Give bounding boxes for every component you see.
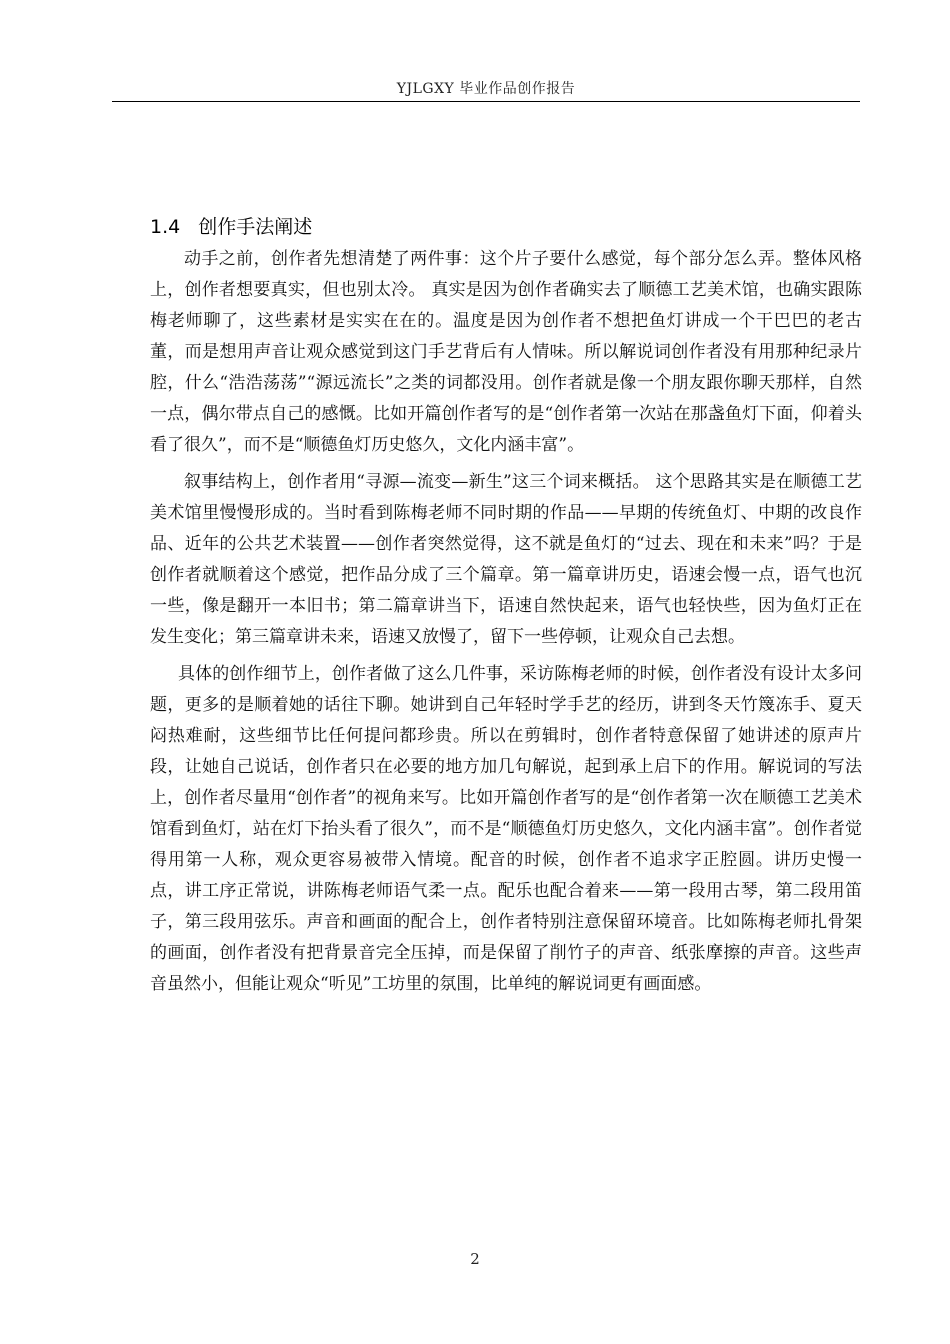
paragraph: 叙事结构上，创作者用“寻源—流变—新生”这三个词来概括。 这个思路其实是在顺德工艺美术馆里慢慢形成的。当时看到陈梅老师不同时期的作品——早期的传统鱼灯、中期的改良作品、近年的公共艺术装置——创作者突然觉得，这不就是鱼灯的“过去、现在和未来”吗？于是创作者就顺着这个感觉，把作品分成了三个篇章。第一篇章讲历史，语速会慢一点，语气也沉一些，像是翻开一本旧书；第二篇章讲当下，语速自然快起来，语气也轻快些，因为鱼灯正在发生变化；第三篇章讲未来，语速又放慢了，留下一些停顿，让观众自己去想。: [150, 472, 862, 647]
page-header: YJLGXY 毕业作品创作报告: [396, 81, 576, 97]
section-number: 1.4: [150, 216, 181, 238]
header-divider: [112, 101, 860, 102]
page-number: 2: [470, 1250, 480, 1268]
section-heading: [150, 212, 312, 239]
body-text: [150, 244, 862, 1006]
paragraph: 动手之前，创作者先想清楚了两件事：这个片子要什么感觉，每个部分怎么弄。整体风格上，创作者想要真实，但也别太冷。 真实是因为创作者确实去了顺德工艺美术馆，也确实跟陈梅老师聊了，这些素材是实实在在的。温度是因为创作者不想把鱼灯讲成一个干巴巴的老古董，而是想用声音让观众感觉到这门手艺背后有人情味。所以解说词创作者没有用那种纪录片腔，什么“浩浩荡荡”“源远流长”之类的词都没用。创作者就是像一个朋友跟你聊天那样，自然一点，偶尔带点自己的感慨。比如开篇创作者写的是“创作者第一次站在那盏鱼灯下面，仰着头看了很久”，而不是“顺德鱼灯历史悠久，文化内涵丰富”。: [150, 249, 862, 455]
paragraph: 具体的创作细节上，创作者做了这么几件事，采访陈梅老师的时候，创作者没有设计太多问题，更多的是顺着她的话往下聊。她讲到自己年轻时学手艺的经历，讲到冬天竹篾冻手、夏天闷热难耐，这些细节比任何提问都珍贵。所以在剪辑时，创作者特意保留了她讲述的原声片段，让她自己说话，创作者只在必要的地方加几句解说，起到承上启下的作用。解说词的写法上，创作者尽量用“创作者”的视角来写。比如开篇创作者写的是“创作者第一次在顺德工艺美术馆看到鱼灯，站在灯下抬头看了很久”，而不是“顺德鱼灯历史悠久，文化内涵丰富”。创作者觉得用第一人称，观众更容易被带入情境。配音的时候，创作者不追求字正腔圆。讲历史慢一点，讲工序正常说，讲陈梅老师语气柔一点。配乐也配合着来——第一段用古琴，第二段用笛子，第三段用弦乐。声音和画面的配合上，创作者特别注意保留环境音。比如陈梅老师扎骨架的画面，创作者没有把背景音完全压掉，而是保留了削竹子的声音、纸张摩擦的声音。这些声音虽然小，但能让观众“听见”工坊里的氛围，比单纯的解说词更有画面感。: [150, 664, 862, 994]
section-title: 创作手法阐述: [198, 216, 313, 238]
